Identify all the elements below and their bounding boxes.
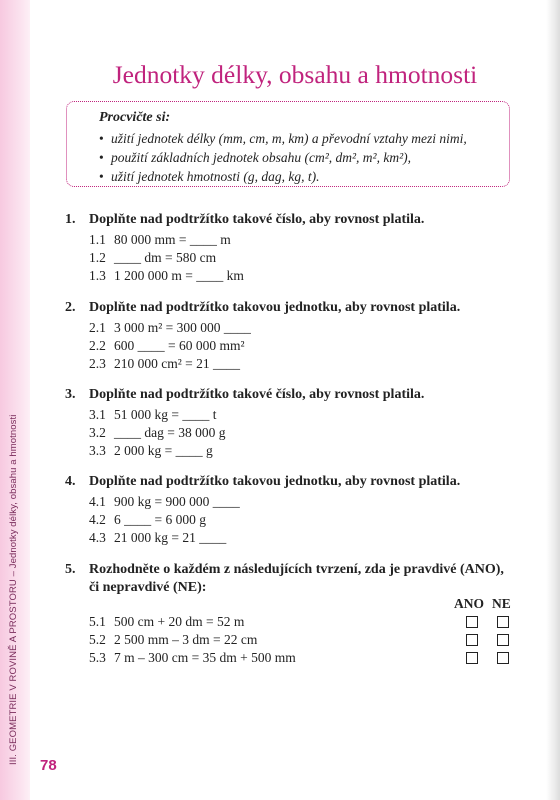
task-instruction: Doplňte nad podtržítko takové číslo, aby rovnost platila.	[89, 387, 425, 402]
review-item: • užití jednotek hmotnosti (g, dag, kg, t).	[99, 169, 320, 184]
bullet-icon: •	[99, 131, 104, 146]
task-number: 5.	[65, 562, 76, 577]
task-instruction: Doplňte nad podtržítko takové číslo, aby rovnost platila.	[89, 212, 425, 227]
task-number: 1.	[65, 212, 76, 227]
exercise-item[interactable]: 3.1 51 000 kg = ____ t	[89, 407, 217, 422]
review-heading: Procvičte si:	[99, 110, 171, 125]
review-list	[99, 129, 467, 186]
task-instruction: či nepravdivé (NE):	[89, 580, 207, 595]
page-number: 78	[40, 757, 57, 774]
statement-item: 5.1 500 cm + 20 dm = 52 m	[89, 614, 245, 629]
task-instruction: Doplňte nad podtržítko takovou jednotku, aby rovnost platila.	[89, 300, 461, 315]
exercise-item[interactable]: 4.2 6 ____ = 6 000 g	[89, 512, 206, 527]
review-item: • užití jednotek délky (mm, cm, m, km) a převodní vztahy mezi nimi,	[99, 131, 467, 146]
exercise-item[interactable]: 4.1 900 kg = 900 000 ____	[89, 494, 240, 509]
yes-checkbox[interactable]	[466, 634, 478, 646]
yes-checkbox[interactable]	[466, 616, 478, 628]
task-number: 3.	[65, 387, 76, 402]
review-box	[66, 101, 510, 187]
no-checkbox[interactable]	[497, 616, 509, 628]
exercise-item[interactable]: 3.2 ____ dag = 38 000 g	[89, 425, 226, 440]
chapter-side-label: III. GEOMETRIE V ROVINĚ A PROSTORU – Jednotky délky, obsahu a hmotnosti	[8, 414, 19, 765]
statement-item: 5.3 7 m – 300 cm = 35 dm + 500 mm	[89, 650, 296, 665]
page-title: Jednotky délky, obsahu a hmotnosti	[112, 60, 478, 89]
column-header-no: NE	[492, 596, 511, 611]
exercise-item[interactable]: 1.1 80 000 mm = ____ m	[89, 232, 231, 247]
exercise-item[interactable]: 2.3 210 000 cm² = 21 ____	[89, 356, 241, 371]
review-item: • použití základních jednotek obsahu (cm², dm², m², km²),	[99, 150, 412, 165]
bullet-icon: •	[99, 169, 104, 184]
exercise-item[interactable]: 2.2 600 ____ = 60 000 mm²	[89, 338, 245, 353]
yes-checkbox[interactable]	[466, 652, 478, 664]
exercise-item[interactable]: 1.3 1 200 000 m = ____ km	[89, 268, 244, 283]
page-edge	[546, 0, 560, 800]
column-header-yes: ANO	[454, 596, 484, 611]
task-number: 4.	[65, 474, 76, 489]
task-number: 2.	[65, 300, 76, 315]
exercise-item[interactable]: 1.2 ____ dm = 580 cm	[89, 250, 217, 265]
bullet-icon: •	[99, 150, 104, 165]
task-instruction: Rozhodněte o každém z následujících tvrzení, zda je pravdivé (ANO),	[89, 562, 504, 577]
exercise-item[interactable]: 4.3 21 000 kg = 21 ____	[89, 530, 227, 545]
exercise-item[interactable]: 2.1 3 000 m² = 300 000 ____	[89, 320, 251, 335]
no-checkbox[interactable]	[497, 652, 509, 664]
exercise-item[interactable]: 3.3 2 000 kg = ____ g	[89, 443, 213, 458]
task-instruction: Doplňte nad podtržítko takovou jednotku, aby rovnost platila.	[89, 474, 461, 489]
no-checkbox[interactable]	[497, 634, 509, 646]
statement-item: 5.2 2 500 mm – 3 dm = 22 cm	[89, 632, 258, 647]
